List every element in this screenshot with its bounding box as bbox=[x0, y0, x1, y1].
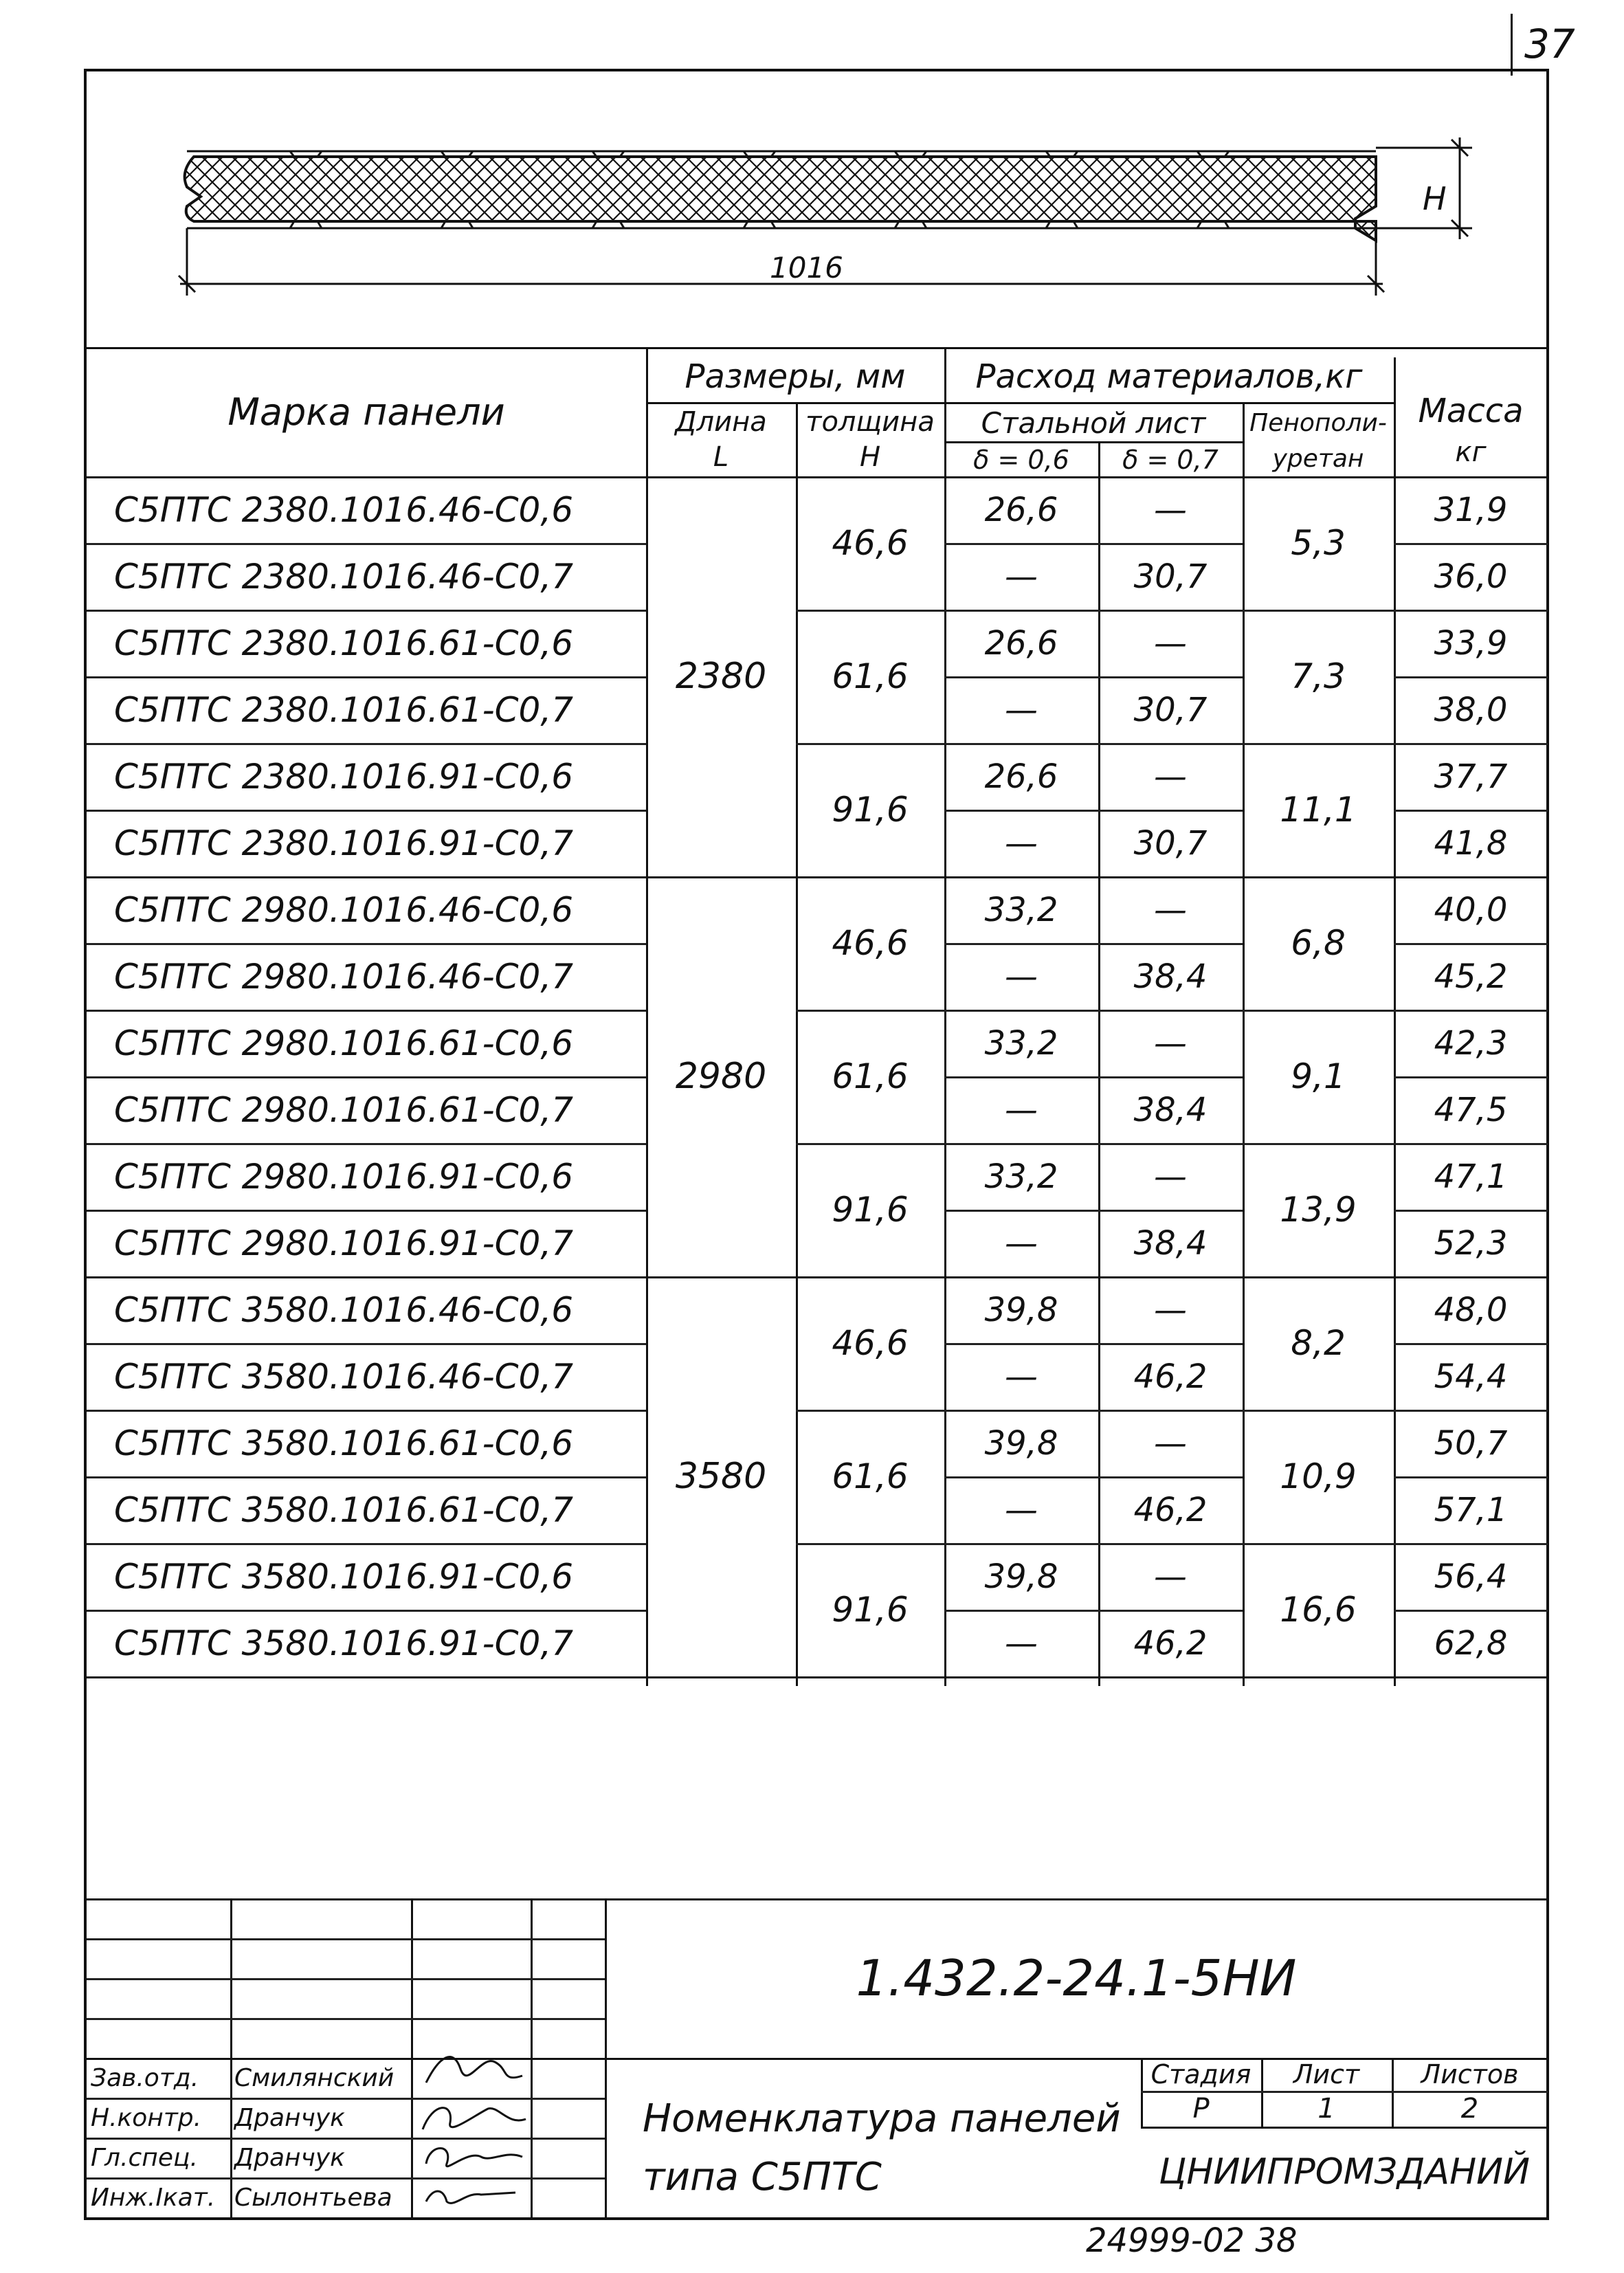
staff-role: Инж.Iкат. bbox=[91, 2183, 216, 2212]
thickness-group-cell: 46,6 bbox=[832, 1323, 909, 1363]
row-mass: 52,3 bbox=[1434, 1223, 1508, 1263]
row-mark: С5ПТС 3580.1016.61-С0,7 bbox=[114, 1489, 574, 1530]
row-mass: 41,8 bbox=[1434, 823, 1508, 863]
thickness-group-cell: 91,6 bbox=[832, 1590, 909, 1630]
row-steel-07: — bbox=[1154, 757, 1187, 796]
row-mark: С5ПТС 2980.1016.91-С0,7 bbox=[114, 1223, 574, 1263]
row-line-mass bbox=[1394, 676, 1548, 678]
staff-name: Сылонтьева bbox=[234, 2183, 392, 2212]
row-line-full bbox=[87, 1476, 646, 1478]
row-steel-06: 39,8 bbox=[984, 1290, 1058, 1329]
row-line-mass bbox=[1394, 1476, 1548, 1478]
header-foam-line1: Пенополи- bbox=[1249, 408, 1387, 437]
title-left-line bbox=[87, 2018, 605, 2020]
title-line-2: типа С5ПТС bbox=[643, 2155, 882, 2199]
row-steel-06: — bbox=[1005, 823, 1038, 863]
header-length-symbol: L bbox=[713, 441, 729, 473]
header-dimensions: Размеры, мм bbox=[685, 357, 906, 396]
row-steel-07: — bbox=[1154, 623, 1187, 663]
row-line-full bbox=[87, 1610, 646, 1612]
row-mass: 36,0 bbox=[1434, 557, 1508, 596]
table-bottom-line bbox=[87, 1676, 1548, 1678]
row-steel-07: — bbox=[1154, 890, 1187, 929]
row-mark: С5ПТС 2380.1016.46-С0,7 bbox=[114, 556, 574, 597]
row-line-full bbox=[87, 943, 646, 945]
staff-role: Зав.отд. bbox=[91, 2063, 199, 2092]
row-steel-06: 26,6 bbox=[984, 623, 1058, 663]
row-mark: С5ПТС 3580.1016.46-С0,7 bbox=[114, 1356, 574, 1397]
height-label: H bbox=[1423, 180, 1447, 217]
row-steel-07: 46,2 bbox=[1133, 1357, 1208, 1396]
row-mass: 45,2 bbox=[1434, 957, 1508, 996]
thickness-group-cell: 61,6 bbox=[832, 656, 909, 696]
header-mass: Масса bbox=[1418, 391, 1524, 430]
row-mass: 40,0 bbox=[1434, 890, 1508, 929]
row-line-steel bbox=[944, 1476, 1243, 1478]
sheet-label: Лист bbox=[1293, 2059, 1360, 2089]
row-mark: С5ПТС 3580.1016.46-С0,6 bbox=[114, 1289, 574, 1330]
title-left-line bbox=[87, 1978, 605, 1980]
row-line-mass bbox=[1394, 810, 1548, 812]
row-mark: С5ПТС 2380.1016.46-С0,6 bbox=[114, 489, 574, 530]
thickness-group-cell: 61,6 bbox=[832, 1456, 909, 1496]
row-line-steel bbox=[944, 1076, 1243, 1078]
row-steel-06: — bbox=[1005, 957, 1038, 996]
row-steel-06: — bbox=[1005, 690, 1038, 729]
header-steel-sheet: Стальной лист bbox=[981, 406, 1206, 440]
header-delta-06: δ = 0,6 bbox=[973, 445, 1069, 475]
row-line-full bbox=[87, 743, 646, 745]
row-mass: 47,1 bbox=[1434, 1157, 1508, 1196]
staff-name: Дранчук bbox=[234, 2143, 345, 2172]
row-line-full bbox=[87, 1210, 646, 1212]
foam-group-cell: 11,1 bbox=[1280, 790, 1357, 830]
signature-1 bbox=[412, 2041, 529, 2096]
row-line-full bbox=[87, 543, 646, 545]
row-line-mass bbox=[1394, 1210, 1548, 1212]
row-line-full bbox=[87, 610, 646, 612]
row-mass: 47,5 bbox=[1434, 1090, 1508, 1129]
row-line-steel bbox=[944, 1343, 1243, 1345]
row-mass: 54,4 bbox=[1434, 1357, 1508, 1396]
foam-group-cell: 7,3 bbox=[1291, 656, 1346, 696]
row-line-full bbox=[87, 810, 646, 812]
row-line-full bbox=[87, 676, 646, 678]
length-group-cell: 3580 bbox=[675, 1456, 767, 1497]
row-mark: С5ПТС 2380.1016.61-С0,6 bbox=[114, 623, 574, 663]
thickness-group-cell: 46,6 bbox=[832, 923, 909, 963]
row-steel-07: 38,4 bbox=[1133, 1223, 1208, 1263]
thickness-group-cell: 91,6 bbox=[832, 1190, 909, 1230]
foam-group-cell: 13,9 bbox=[1280, 1190, 1357, 1230]
foam-group-cell: 8,2 bbox=[1291, 1323, 1346, 1363]
row-mass: 56,4 bbox=[1434, 1557, 1508, 1596]
row-steel-07: 30,7 bbox=[1133, 557, 1208, 596]
row-line-steel bbox=[944, 943, 1243, 945]
foam-group-cell: 10,9 bbox=[1280, 1456, 1357, 1496]
row-mark: С5ПТС 2380.1016.91-С0,7 bbox=[114, 823, 574, 863]
row-steel-06: 33,2 bbox=[984, 1023, 1058, 1063]
row-steel-06: 39,8 bbox=[984, 1423, 1058, 1463]
document-code: 1.432.2-24.1-5НИ bbox=[856, 1949, 1297, 2007]
header-mark: Марка панели bbox=[227, 390, 505, 434]
row-mass: 33,9 bbox=[1434, 623, 1508, 663]
row-mass: 38,0 bbox=[1434, 690, 1508, 729]
row-line-full bbox=[87, 1010, 646, 1012]
row-mass: 62,8 bbox=[1434, 1623, 1508, 1663]
sheet-value: 1 bbox=[1317, 2093, 1335, 2125]
header-thickness: толщина bbox=[805, 406, 935, 438]
row-line-mass bbox=[1394, 543, 1548, 545]
row-steel-07: — bbox=[1154, 1157, 1187, 1196]
row-mass: 37,7 bbox=[1434, 757, 1508, 796]
row-line-steel bbox=[944, 676, 1243, 678]
row-steel-07: — bbox=[1154, 490, 1187, 529]
length-group-cell: 2980 bbox=[675, 1056, 767, 1097]
row-line-full bbox=[87, 1143, 646, 1145]
row-line-mass bbox=[1394, 1076, 1548, 1078]
row-steel-06: 26,6 bbox=[984, 490, 1058, 529]
row-line-full bbox=[87, 1076, 646, 1078]
page-number: 37 bbox=[1524, 21, 1575, 67]
row-steel-07: 38,4 bbox=[1133, 957, 1208, 996]
row-mass: 42,3 bbox=[1434, 1023, 1508, 1063]
header-mass-unit: кг bbox=[1455, 436, 1487, 468]
header-foam-line2: уретан bbox=[1272, 444, 1364, 473]
title-left-line bbox=[87, 1938, 605, 1940]
staff-name: Дранчук bbox=[234, 2103, 345, 2132]
row-steel-07: 38,4 bbox=[1133, 1090, 1208, 1129]
width-label: 1016 bbox=[770, 251, 843, 285]
header-length: Длина bbox=[675, 406, 767, 438]
row-mark: С5ПТС 2980.1016.46-С0,6 bbox=[114, 889, 574, 930]
row-steel-07: — bbox=[1154, 1290, 1187, 1329]
row-line-full bbox=[87, 1410, 646, 1412]
row-line-full bbox=[87, 1343, 646, 1345]
row-mass: 50,7 bbox=[1434, 1423, 1508, 1463]
header-material-use: Расход материалов,кг bbox=[975, 357, 1363, 396]
row-steel-07: 30,7 bbox=[1133, 823, 1208, 863]
row-mark: С5ПТС 2980.1016.61-С0,6 bbox=[114, 1023, 574, 1063]
row-steel-07: — bbox=[1154, 1423, 1187, 1463]
row-steel-06: — bbox=[1005, 557, 1038, 596]
row-mark: С5ПТС 3580.1016.91-С0,7 bbox=[114, 1623, 574, 1663]
row-mark: С5ПТС 2980.1016.61-С0,7 bbox=[114, 1089, 574, 1130]
row-steel-06: 33,2 bbox=[984, 890, 1058, 929]
row-steel-06: — bbox=[1005, 1357, 1038, 1396]
row-steel-06: 26,6 bbox=[984, 757, 1058, 796]
staff-name: Смилянский bbox=[234, 2063, 394, 2092]
row-line-steel bbox=[944, 810, 1243, 812]
row-mass: 57,1 bbox=[1434, 1490, 1508, 1529]
row-line-steel bbox=[944, 543, 1243, 545]
row-line-steel bbox=[944, 1610, 1243, 1612]
panel-section-figure bbox=[84, 69, 1549, 344]
row-mark: С5ПТС 3580.1016.61-С0,6 bbox=[114, 1423, 574, 1463]
signature-3 bbox=[412, 2136, 529, 2179]
stage-label: Стадия bbox=[1150, 2059, 1252, 2089]
row-line-steel bbox=[944, 1210, 1243, 1212]
row-steel-06: — bbox=[1005, 1090, 1038, 1129]
sheets-label: Листов bbox=[1421, 2059, 1519, 2089]
row-steel-07: 46,2 bbox=[1133, 1490, 1208, 1529]
stage-value: Р bbox=[1192, 2093, 1210, 2125]
row-line-full bbox=[87, 1543, 646, 1545]
signature-4 bbox=[412, 2177, 529, 2217]
row-steel-06: 33,2 bbox=[984, 1157, 1058, 1196]
row-line-mass bbox=[1394, 1343, 1548, 1345]
thickness-group-cell: 91,6 bbox=[832, 790, 909, 830]
header-thickness-symbol: H bbox=[859, 441, 881, 473]
row-steel-06: 39,8 bbox=[984, 1557, 1058, 1596]
row-steel-07: 30,7 bbox=[1133, 690, 1208, 729]
row-steel-06: — bbox=[1005, 1490, 1038, 1529]
row-mark: С5ПТС 2980.1016.91-С0,6 bbox=[114, 1156, 574, 1197]
sheets-value: 2 bbox=[1460, 2093, 1479, 2125]
row-mark: С5ПТС 2380.1016.61-С0,7 bbox=[114, 689, 574, 730]
header-delta-07: δ = 0,7 bbox=[1122, 445, 1219, 475]
row-mass: 31,9 bbox=[1434, 490, 1508, 529]
row-mark: С5ПТС 2980.1016.46-С0,7 bbox=[114, 956, 574, 997]
foam-group-cell: 16,6 bbox=[1280, 1590, 1357, 1630]
row-mark: С5ПТС 3580.1016.91-С0,6 bbox=[114, 1556, 574, 1597]
length-group-cell: 2380 bbox=[675, 656, 767, 697]
foam-group-cell: 9,1 bbox=[1291, 1056, 1346, 1096]
page-number-tick bbox=[1511, 14, 1513, 76]
row-mass: 48,0 bbox=[1434, 1290, 1508, 1329]
thickness-group-cell: 61,6 bbox=[832, 1056, 909, 1096]
row-line-mass bbox=[1394, 1610, 1548, 1612]
footer-number: 24999-02 38 bbox=[1086, 2221, 1298, 2260]
row-mark: С5ПТС 2380.1016.91-С0,6 bbox=[114, 756, 574, 797]
title-line-1: Номенклатура панелей bbox=[643, 2096, 1121, 2141]
row-steel-07: — bbox=[1154, 1557, 1187, 1596]
row-steel-06: — bbox=[1005, 1223, 1038, 1263]
foam-group-cell: 6,8 bbox=[1291, 923, 1346, 963]
foam-group-cell: 5,3 bbox=[1291, 523, 1346, 563]
row-steel-06: — bbox=[1005, 1623, 1038, 1663]
thickness-group-cell: 46,6 bbox=[832, 523, 909, 563]
staff-role: Н.контр. bbox=[91, 2103, 202, 2132]
staff-role: Гл.спец. bbox=[91, 2143, 198, 2172]
organization-name: ЦНИИПРОМЗДАНИЙ bbox=[1159, 2151, 1530, 2193]
row-steel-07: 46,2 bbox=[1133, 1623, 1208, 1663]
row-steel-07: — bbox=[1154, 1023, 1187, 1063]
row-line-mass bbox=[1394, 943, 1548, 945]
